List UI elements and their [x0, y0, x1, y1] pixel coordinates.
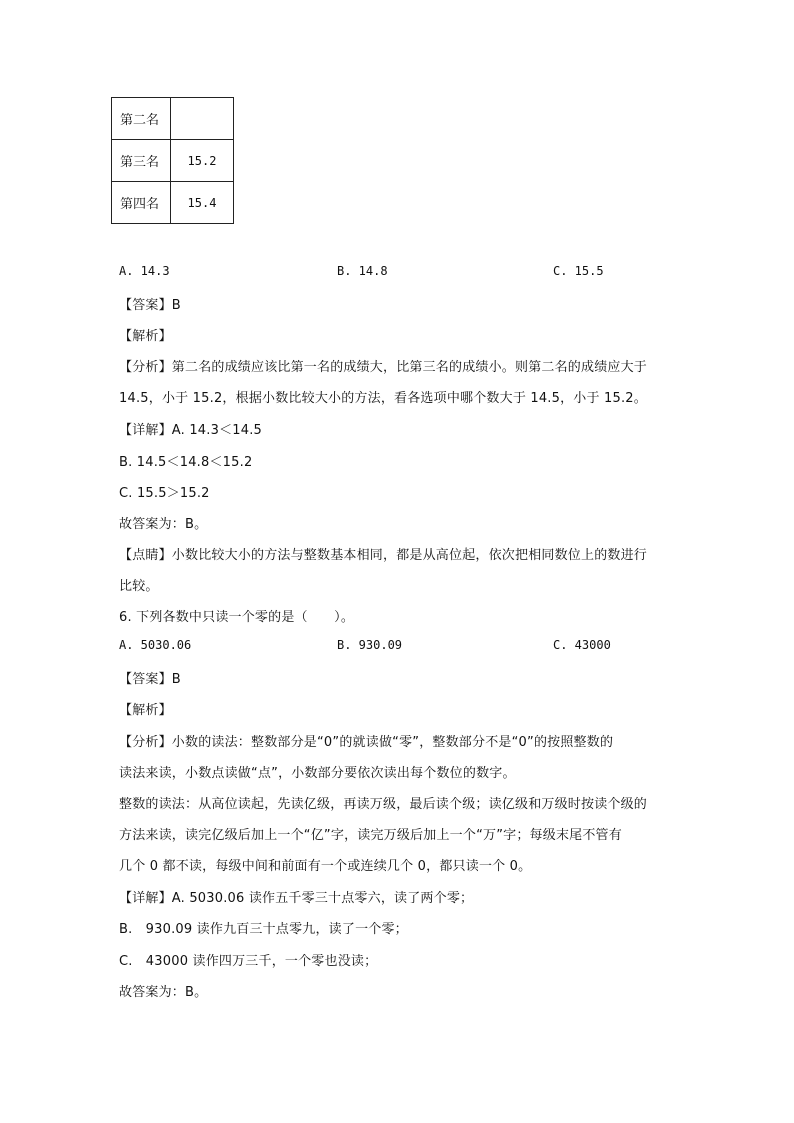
q6-detail-b: B. 930.09 读作九百三十点零九，读了一个零；	[119, 922, 408, 937]
q6-option-a: A. 5030.06	[119, 638, 192, 652]
rank-label: 第三名	[112, 140, 171, 182]
q5-analysis-line: 14.5，小于 15.2，根据小数比较大小的方法，看各选项中哪个数大于 14.5，小于 15.2。	[119, 391, 647, 406]
table-row	[112, 140, 234, 182]
q5-answer: 【答案】B	[119, 298, 181, 313]
q5-tip-line: 【点睛】小数比较大小的方法与整数基本相同，都是从高位起，依次把相同数位上的数进行	[119, 548, 648, 563]
rank-label: 第四名	[112, 182, 171, 224]
rank-value: 15.2	[171, 140, 234, 182]
q6-option-b: B. 930.09	[337, 638, 403, 652]
q5-detail-a: 【详解】A. 14.3＜14.5	[119, 423, 263, 438]
q5-detail-c: C. 15.5＞15.2	[119, 486, 210, 501]
rank-value	[171, 98, 234, 140]
q5-option-a: A. 14.3	[119, 264, 170, 278]
q6-answer: 【答案】B	[119, 672, 181, 687]
q5-option-b: B. 14.8	[337, 264, 388, 278]
q5-tip-line: 比较。	[119, 579, 159, 594]
q6-analysis-line: 整数的读法：从高位读起，先读亿级，再读万级，最后读个级；读亿级和万级时按读个级的	[119, 797, 648, 812]
q5-option-c: C. 15.5	[553, 264, 604, 278]
q6-detail-c: C. 43000 读作四万三千，一个零也没读；	[119, 954, 378, 969]
q6-question: 6. 下列各数中只读一个零的是（ ）。	[119, 610, 355, 625]
q6-detail-a: 【详解】A. 5030.06 读作五千零三十点零六，读了两个零；	[119, 891, 474, 906]
q6-analysis-line: 方法来读，读完亿级后加上一个“亿”字，读完万级后加上一个“万”字；每级末尾不管有	[119, 828, 622, 843]
q6-analysis-line: 读法来读，小数点读做“点”，小数部分要依次读出每个数位的数字。	[119, 766, 516, 781]
table-row	[112, 182, 234, 224]
rank-value: 15.4	[171, 182, 234, 224]
table-row	[112, 98, 234, 140]
q6-analysis-line: 几个 0 都不读，每级中间和前面有一个或连续几个 0，都只读一个 0。	[119, 859, 532, 874]
ranking-table	[111, 97, 234, 224]
q6-conclusion: 故答案为：B。	[119, 985, 208, 1000]
q5-conclusion: 故答案为：B。	[119, 517, 208, 532]
rank-label: 第二名	[112, 98, 171, 140]
q5-analysis-heading: 【解析】	[119, 329, 172, 344]
q6-analysis-line: 【分析】小数的读法：整数部分是“0”的就读做“零”，整数部分不是“0”的按照整数的	[119, 735, 614, 750]
q6-option-c: C. 43000	[553, 638, 611, 652]
q6-analysis-heading: 【解析】	[119, 703, 172, 718]
q5-analysis-line: 【分析】第二名的成绩应该比第一名的成绩大，比第三名的成绩小。则第二名的成绩应大于	[119, 360, 648, 375]
q5-detail-b: B. 14.5＜14.8＜15.2	[119, 455, 253, 470]
